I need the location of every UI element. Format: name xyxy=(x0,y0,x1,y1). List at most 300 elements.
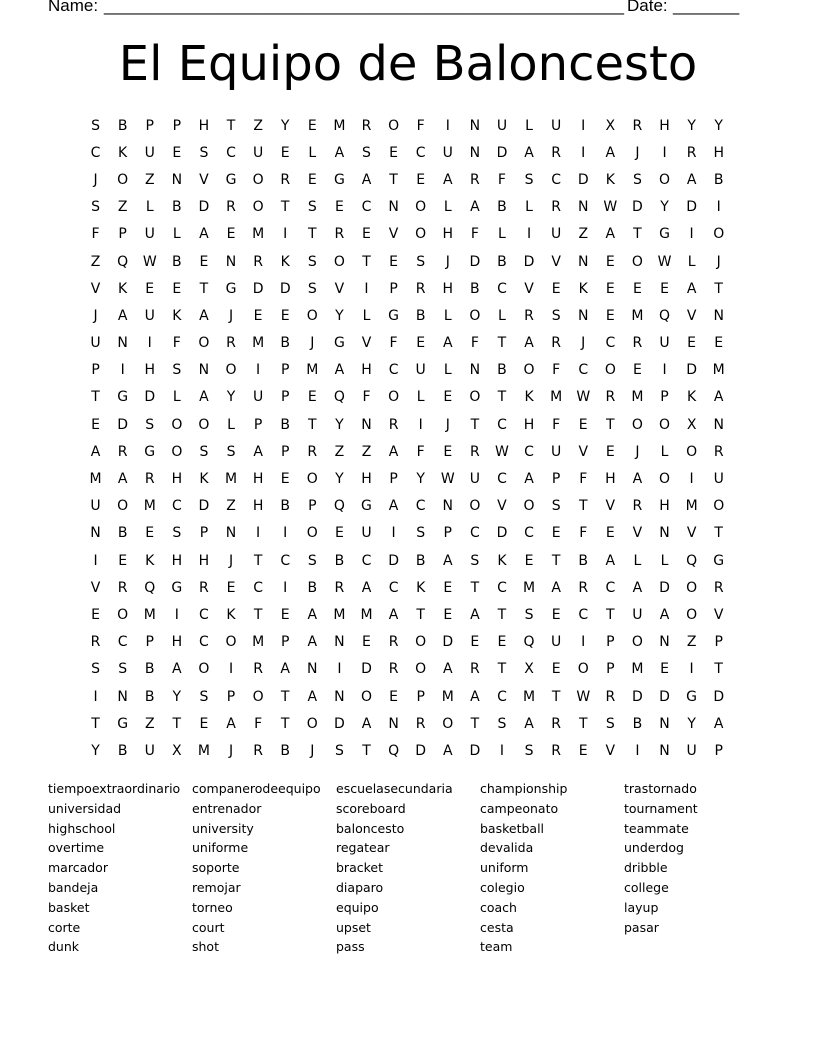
grid-letter: A xyxy=(605,144,616,161)
grid-letter: E xyxy=(280,144,290,161)
name-date-header xyxy=(0,0,816,20)
grid-letter: A xyxy=(442,661,453,678)
grid-letter: D xyxy=(577,171,589,188)
grid-letter: P xyxy=(226,688,236,705)
grid-letter: E xyxy=(605,443,615,460)
grid-letter: D xyxy=(659,688,670,705)
grid-letter: E xyxy=(605,280,615,297)
grid-letter: J xyxy=(93,171,98,188)
grid-letter: A xyxy=(117,471,128,488)
grid-letter: C xyxy=(497,416,507,433)
grid-letter: V xyxy=(334,280,345,297)
grid-letter: Q xyxy=(333,498,345,515)
grid-letter: R xyxy=(469,443,480,460)
grid-letter: A xyxy=(605,552,616,569)
grid-letter: O xyxy=(523,498,535,515)
grid-letter: H xyxy=(171,634,183,651)
word-bank-item: devalida xyxy=(480,840,534,856)
grid-letter: E xyxy=(91,606,100,623)
word-bank-item: coach xyxy=(480,899,517,915)
grid-letter: D xyxy=(659,579,670,596)
grid-letter: J xyxy=(445,253,450,270)
grid-letter: V xyxy=(361,335,372,352)
grid-letter: O xyxy=(686,579,698,596)
grid-letter: E xyxy=(280,606,290,623)
grid-letter: T xyxy=(714,525,723,542)
grid-letter: H xyxy=(659,498,670,515)
grid-letter: T xyxy=(362,253,371,270)
grid-letter: O xyxy=(360,688,372,705)
grid-letter: O xyxy=(415,634,427,651)
grid-letter: R xyxy=(280,171,291,188)
grid-letter: D xyxy=(117,416,129,433)
grid-letter: H xyxy=(523,416,535,433)
grid-letter: S xyxy=(199,688,209,705)
grid-letter: K xyxy=(687,389,697,406)
grid-letter: E xyxy=(307,389,317,406)
grid-letter: U xyxy=(442,144,453,161)
grid-letter: L xyxy=(525,199,533,216)
word-bank-item: bandeja xyxy=(48,879,99,895)
grid-letter: R xyxy=(713,443,724,460)
grid-letter: I xyxy=(581,634,586,651)
grid-letter: S xyxy=(416,253,426,270)
grid-letter: O xyxy=(523,362,535,379)
grid-letter: E xyxy=(578,416,588,433)
grid-letter: P xyxy=(280,389,290,406)
grid-letter: M xyxy=(143,498,156,515)
grid-letter: R xyxy=(199,579,209,596)
grid-letter: R xyxy=(578,579,589,596)
grid-letter: P xyxy=(145,117,154,134)
grid-letter: T xyxy=(551,552,561,569)
grid-letter: O xyxy=(686,443,698,460)
grid-letter: M xyxy=(333,606,346,623)
grid-letter: E xyxy=(443,579,453,596)
grid-letter: I xyxy=(581,117,586,134)
grid-letter: R xyxy=(388,416,399,433)
grid-letter: T xyxy=(551,688,561,705)
grid-letter: L xyxy=(416,389,425,406)
grid-letter: J xyxy=(310,742,315,759)
grid-letter: M xyxy=(685,498,698,515)
grid-letter: I xyxy=(418,416,423,433)
grid-letter: I xyxy=(689,226,694,243)
word-bank-item: overtime xyxy=(48,840,105,856)
grid-letter: O xyxy=(171,416,183,433)
grid-letter: L xyxy=(308,144,317,161)
grid-letter: D xyxy=(523,253,535,270)
grid-letter: O xyxy=(306,471,318,488)
grid-letter: X xyxy=(686,416,697,433)
grid-letter: O xyxy=(631,634,643,651)
grid-letter: I xyxy=(689,471,694,488)
grid-letter: R xyxy=(361,117,372,134)
grid-letter: A xyxy=(686,280,697,297)
grid-letter: Y xyxy=(335,307,344,324)
grid-letter: N xyxy=(90,525,101,542)
grid-letter: Y xyxy=(280,117,290,134)
grid-letter: A xyxy=(307,606,318,623)
grid-letter: S xyxy=(226,443,236,460)
grid-letter: G xyxy=(144,443,156,460)
grid-letter: W xyxy=(603,199,618,216)
grid-letter: B xyxy=(497,362,507,379)
grid-letter: I xyxy=(499,742,505,759)
grid-letter: W xyxy=(576,688,591,705)
grid-letter: R xyxy=(226,199,236,216)
grid-letter: R xyxy=(551,144,561,161)
grid-letter: F xyxy=(416,443,425,460)
grid-letter: G xyxy=(713,552,725,569)
grid-letter: T xyxy=(280,715,290,732)
grid-letter: L xyxy=(362,307,371,324)
grid-letter: D xyxy=(496,525,508,542)
page-title: El Equipo de Baloncesto xyxy=(118,36,698,92)
grid-letter: S xyxy=(145,416,155,433)
grid-letter: T xyxy=(497,335,507,352)
grid-letter: I xyxy=(716,199,721,216)
grid-letter: I xyxy=(689,661,694,678)
grid-letter: R xyxy=(253,661,263,678)
grid-letter: A xyxy=(442,171,453,188)
grid-letter: D xyxy=(198,498,210,515)
grid-letter: I xyxy=(283,579,288,596)
grid-letter: Y xyxy=(172,688,182,705)
grid-letter: S xyxy=(632,171,642,188)
word-bank-item: companerodeequipo xyxy=(192,781,321,796)
grid-letter: B xyxy=(578,552,589,569)
grid-letter: B xyxy=(632,715,643,732)
grid-letter: I xyxy=(256,362,261,379)
grid-letter: A xyxy=(307,634,318,651)
grid-letter: E xyxy=(470,634,480,651)
grid-letter: O xyxy=(117,606,129,623)
grid-letter: B xyxy=(280,416,290,433)
grid-letter: M xyxy=(252,226,265,243)
grid-letter: V xyxy=(199,171,209,188)
grid-letter: I xyxy=(662,144,667,161)
grid-letter: G xyxy=(171,579,183,596)
grid-letter: J xyxy=(581,335,586,352)
grid-letter: C xyxy=(361,199,372,216)
grid-letter: O xyxy=(659,416,671,433)
grid-letter: O xyxy=(686,606,698,623)
grid-letter: K xyxy=(578,280,588,297)
grid-letter: K xyxy=(226,606,236,623)
word-bank-column xyxy=(48,779,192,957)
grid-letter: R xyxy=(144,471,155,488)
grid-letter: N xyxy=(577,307,589,324)
grid-letter: S xyxy=(91,117,100,134)
grid-letter: K xyxy=(145,552,155,569)
grid-letter: G xyxy=(388,307,399,324)
grid-letter: E xyxy=(334,525,344,542)
word-bank-item: teammate xyxy=(624,820,689,836)
grid-letter: A xyxy=(199,226,209,243)
grid-letter: R xyxy=(551,335,561,352)
grid-letter: D xyxy=(388,552,399,569)
grid-letter: S xyxy=(605,715,615,732)
grid-letter: X xyxy=(605,117,616,134)
grid-letter: H xyxy=(605,471,616,488)
grid-letter: A xyxy=(307,688,318,705)
grid-letter: T xyxy=(172,715,182,732)
grid-letter: N xyxy=(198,362,210,379)
grid-letter: T xyxy=(578,498,588,515)
grid-letter: P xyxy=(118,226,127,243)
grid-letter: M xyxy=(306,362,319,379)
grid-letter: A xyxy=(551,579,561,596)
grid-letter: X xyxy=(172,742,182,759)
grid-letter: H xyxy=(252,471,264,488)
grid-letter: A xyxy=(524,144,534,161)
grid-letter: U xyxy=(551,634,562,651)
grid-letter: Q xyxy=(144,579,156,596)
grid-letter: Y xyxy=(226,389,236,406)
grid-letter: A xyxy=(470,199,480,216)
word-bank-column xyxy=(480,779,624,957)
grid-letter: P xyxy=(606,634,615,651)
grid-letter: V xyxy=(686,307,697,324)
grid-letter: T xyxy=(633,226,642,243)
word-bank-column xyxy=(192,779,336,957)
grid-letter: T xyxy=(253,552,263,569)
grid-letter: O xyxy=(306,525,318,542)
grid-letter: J xyxy=(445,416,450,433)
grid-letter: D xyxy=(415,742,427,759)
grid-letter: P xyxy=(280,362,290,379)
grid-letter: U xyxy=(551,226,562,243)
grid-letter: D xyxy=(632,688,643,705)
grid-letter: B xyxy=(470,280,480,297)
grid-letter: J xyxy=(635,443,640,460)
grid-letter: S xyxy=(524,606,534,623)
grid-letter: F xyxy=(389,335,398,352)
grid-letter: Y xyxy=(660,199,669,216)
grid-letter: N xyxy=(334,634,345,651)
grid-letter: R xyxy=(686,144,697,161)
grid-letter: C xyxy=(388,362,399,379)
grid-letter: J xyxy=(93,307,98,324)
grid-letter: D xyxy=(442,634,454,651)
grid-letter: T xyxy=(199,280,209,297)
grid-letter: Z xyxy=(90,253,101,270)
grid-letter: I xyxy=(662,362,667,379)
grid-letter: T xyxy=(497,389,507,406)
grid-letter: O xyxy=(252,171,264,188)
grid-letter: E xyxy=(443,389,453,406)
grid-letter: N xyxy=(577,253,589,270)
grid-letter: E xyxy=(253,307,263,324)
grid-letter: O xyxy=(388,389,400,406)
grid-letter: N xyxy=(469,117,481,134)
grid-letter: C xyxy=(497,471,507,488)
grid-letter: N xyxy=(171,171,183,188)
grid-letter: Z xyxy=(144,715,155,732)
grid-letter: B xyxy=(117,742,128,759)
grid-letter: O xyxy=(415,199,427,216)
grid-letter: O xyxy=(659,471,671,488)
grid-letter: N xyxy=(334,688,345,705)
grid-letter: B xyxy=(117,525,128,542)
word-bank-item: highschool xyxy=(48,820,116,836)
grid-letter: O xyxy=(225,362,237,379)
grid-letter: N xyxy=(469,362,481,379)
grid-letter: P xyxy=(606,661,615,678)
grid-letter: J xyxy=(635,144,640,161)
grid-letter: T xyxy=(91,715,100,732)
grid-letter: S xyxy=(307,552,317,569)
grid-letter: T xyxy=(578,715,588,732)
grid-letter: O xyxy=(333,253,345,270)
grid-letter: E xyxy=(362,226,371,243)
grid-letter: T xyxy=(470,416,480,433)
grid-letter: E xyxy=(280,471,290,488)
grid-letter: U xyxy=(551,117,562,134)
grid-letter: W xyxy=(142,253,157,270)
grid-letter: B xyxy=(415,552,426,569)
grid-letter: R xyxy=(605,688,616,705)
grid-letter: B xyxy=(172,253,182,270)
grid-letter: S xyxy=(307,280,317,297)
grid-letter: T xyxy=(308,226,317,243)
grid-letter: T xyxy=(389,171,398,188)
grid-letter: M xyxy=(441,688,454,705)
grid-letter: O xyxy=(117,171,129,188)
grid-letter: I xyxy=(337,661,342,678)
grid-letter: M xyxy=(143,606,156,623)
grid-letter: M xyxy=(252,634,265,651)
word-bank-item: university xyxy=(192,820,254,836)
grid-letter: O xyxy=(198,416,210,433)
grid-letter: E xyxy=(389,253,398,270)
grid-letter: Y xyxy=(335,416,344,433)
grid-letter: F xyxy=(470,226,479,243)
grid-letter: H xyxy=(659,117,670,134)
grid-letter: A xyxy=(605,226,616,243)
grid-letter: R xyxy=(334,579,345,596)
grid-letter: K xyxy=(524,389,534,406)
grid-letter: C xyxy=(415,498,426,515)
grid-letter: G xyxy=(117,715,129,732)
grid-letter: H xyxy=(171,471,183,488)
grid-letter: O xyxy=(388,117,400,134)
word-bank-item: shot xyxy=(192,939,219,955)
grid-letter: M xyxy=(333,117,346,134)
grid-letter: R xyxy=(90,634,101,651)
grid-letter: L xyxy=(498,307,506,324)
grid-letter: V xyxy=(578,443,589,460)
grid-letter: A xyxy=(442,552,453,569)
grid-letter: T xyxy=(280,688,290,705)
grid-letter: A xyxy=(226,715,236,732)
grid-letter: S xyxy=(199,144,209,161)
grid-letter: B xyxy=(144,661,155,678)
grid-letter: C xyxy=(578,362,589,379)
word-bank-item: championship xyxy=(480,781,568,796)
grid-letter: E xyxy=(551,606,561,623)
word-bank-item: dunk xyxy=(48,939,80,955)
grid-letter: E xyxy=(118,552,128,569)
grid-letter: F xyxy=(470,335,479,352)
grid-letter: V xyxy=(605,742,616,759)
grid-letter: S xyxy=(497,715,507,732)
grid-letter: P xyxy=(443,525,452,542)
word-bank-item: entrenador xyxy=(192,800,262,816)
grid-letter: A xyxy=(713,389,724,406)
grid-letter: V xyxy=(551,253,561,270)
grid-letter: R xyxy=(524,307,534,324)
grid-letter: D xyxy=(469,742,481,759)
grid-letter: O xyxy=(252,199,264,216)
grid-letter: K xyxy=(280,253,290,270)
grid-letter: F xyxy=(172,335,181,352)
grid-letter: A xyxy=(172,661,182,678)
grid-letter: W xyxy=(576,389,591,406)
grid-letter: K xyxy=(199,471,209,488)
grid-letter: E xyxy=(280,307,290,324)
grid-letter: N xyxy=(659,634,670,651)
grid-letter: A xyxy=(334,362,345,379)
grid-letter: O xyxy=(604,362,616,379)
grid-letter: D xyxy=(279,280,291,297)
grid-letter: M xyxy=(523,579,536,596)
grid-letter: D xyxy=(496,144,508,161)
grid-letter: N xyxy=(469,144,481,161)
grid-letter: L xyxy=(498,226,506,243)
grid-letter: R xyxy=(605,389,616,406)
grid-letter: U xyxy=(361,525,372,542)
grid-letter: C xyxy=(524,443,534,460)
grid-letter: P xyxy=(714,742,723,759)
grid-letter: N xyxy=(442,498,453,515)
grid-letter: E xyxy=(226,226,236,243)
grid-letter: N xyxy=(225,253,237,270)
word-bank-item: dribble xyxy=(624,860,668,876)
grid-letter: X xyxy=(524,661,534,678)
grid-letter: V xyxy=(686,525,697,542)
word-bank-item: trastornado xyxy=(624,781,697,796)
grid-letter: O xyxy=(306,307,318,324)
word-bank-item: regatear xyxy=(336,840,390,856)
grid-letter: E xyxy=(578,742,588,759)
grid-letter: S xyxy=(334,742,344,759)
grid-letter: E xyxy=(362,634,371,651)
grid-letter: J xyxy=(716,253,721,270)
grid-letter: T xyxy=(714,280,723,297)
grid-letter: O xyxy=(225,634,237,651)
grid-letter: D xyxy=(361,661,372,678)
grid-letter: N xyxy=(117,688,128,705)
word-bank-item: team xyxy=(480,939,513,955)
grid-letter: K xyxy=(172,307,182,324)
grid-letter: C xyxy=(551,171,562,188)
grid-letter: M xyxy=(550,389,563,406)
grid-letter: S xyxy=(551,498,561,515)
grid-letter: N xyxy=(577,199,589,216)
grid-letter: U xyxy=(713,471,724,488)
grid-letter: C xyxy=(171,498,182,515)
grid-letter: U xyxy=(144,742,155,759)
grid-letter: S xyxy=(172,525,182,542)
grid-letter: R xyxy=(226,335,236,352)
grid-letter: Z xyxy=(144,171,155,188)
grid-letter: T xyxy=(470,579,480,596)
grid-letter: E xyxy=(443,443,453,460)
grid-letter: T xyxy=(416,606,425,623)
grid-letter: T xyxy=(497,661,507,678)
